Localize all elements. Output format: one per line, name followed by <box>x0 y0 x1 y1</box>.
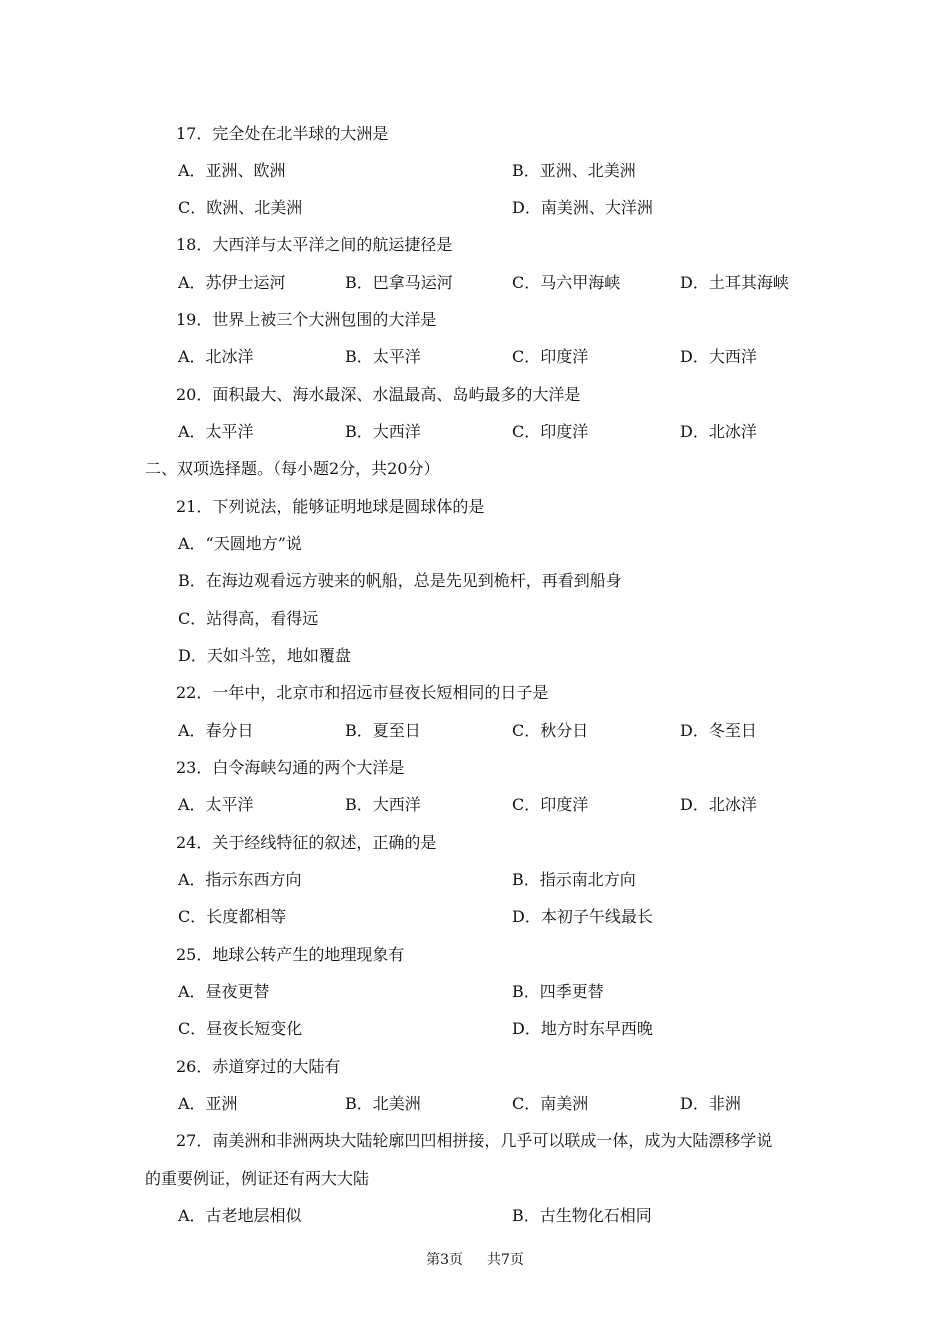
question-22-option-b: B．夏至日 <box>345 721 421 740</box>
question-26-option-a: A．亚洲 <box>178 1094 238 1113</box>
question-24-option-d: D．本初子午线最长 <box>512 907 653 926</box>
question-23-stem: 23．白令海峡勾通的两个大洋是 <box>176 758 405 777</box>
question-17-option-d: D．南美洲、大洋洲 <box>512 198 653 217</box>
question-23-option-c: C．印度洋 <box>512 795 589 814</box>
question-19-option-c: C．印度洋 <box>512 347 589 366</box>
question-17-option-b: B．亚洲、北美洲 <box>512 161 636 180</box>
question-24-stem: 24．关于经线特征的叙述，正确的是 <box>176 833 437 852</box>
page-total: 共7页 <box>487 1252 524 1268</box>
question-23-option-a: A．太平洋 <box>178 795 254 814</box>
question-20-option-a: A．太平洋 <box>178 422 254 441</box>
question-27-option-a: A．古老地层相似 <box>178 1206 302 1225</box>
page-number: 第3页 <box>426 1252 463 1268</box>
question-21-option-c: C．站得高，看得远 <box>178 609 319 628</box>
question-21-option-d: D．天如斗笠，地如覆盘 <box>178 646 351 665</box>
question-18-option-b: B．巴拿马运河 <box>345 273 453 292</box>
question-20-option-d: D．北冰洋 <box>680 422 757 441</box>
question-26-stem: 26．赤道穿过的大陆有 <box>176 1057 341 1076</box>
question-24-option-c: C．长度都相等 <box>178 907 287 926</box>
question-19-stem: 19．世界上被三个大洲包围的大洋是 <box>176 310 437 329</box>
question-26-option-d: D．非洲 <box>680 1094 741 1113</box>
question-21-option-b: B．在海边观看远方驶来的帆船，总是先见到桅杆，再看到船身 <box>178 571 622 590</box>
question-20-stem: 20．面积最大、海水最深、水温最高、岛屿最多的大洋是 <box>176 385 581 404</box>
question-17-option-c: C．欧洲、北美洲 <box>178 198 303 217</box>
page-footer <box>0 1249 950 1269</box>
question-22-option-c: C．秋分日 <box>512 721 589 740</box>
question-26-option-c: C．南美洲 <box>512 1094 589 1113</box>
question-20-option-c: C．印度洋 <box>512 422 589 441</box>
question-22-option-a: A．春分日 <box>178 721 254 740</box>
question-25-option-b: B．四季更替 <box>512 982 604 1001</box>
question-23-option-d: D．北冰洋 <box>680 795 757 814</box>
question-27-option-b: B．古生物化石相同 <box>512 1206 652 1225</box>
section-2-heading: 二、双项选择题。（每小题2分，共20分） <box>145 459 440 478</box>
question-18-stem: 18．大西洋与太平洋之间的航运捷径是 <box>176 235 453 254</box>
question-21-stem: 21．下列说法，能够证明地球是圆球体的是 <box>176 497 485 516</box>
question-18-option-c: C．马六甲海峡 <box>512 273 621 292</box>
question-25-option-a: A．昼夜更替 <box>178 982 270 1001</box>
question-18-option-d: D．土耳其海峡 <box>680 273 789 292</box>
question-19-option-a: A．北冰洋 <box>178 347 254 366</box>
question-22-stem: 22．一年中，北京市和招远市昼夜长短相同的日子是 <box>176 683 549 702</box>
question-19-option-b: B．太平洋 <box>345 347 421 366</box>
question-21-option-a: A．“天圆地方”说 <box>178 534 302 553</box>
question-24-option-b: B．指示南北方向 <box>512 870 636 889</box>
question-25-option-d: D．地方时东早西晚 <box>512 1019 653 1038</box>
question-25-option-c: C．昼夜长短变化 <box>178 1019 303 1038</box>
question-25-stem: 25．地球公转产生的地理现象有 <box>176 945 405 964</box>
question-20-option-b: B．大西洋 <box>345 422 421 441</box>
question-27-stem-line2: 的重要例证，例证还有两大大陆 <box>145 1169 370 1188</box>
question-17-stem: 17．完全处在北半球的大洲是 <box>176 124 389 143</box>
question-26-option-b: B．北美洲 <box>345 1094 421 1113</box>
question-19-option-d: D．大西洋 <box>680 347 757 366</box>
question-27-stem-line1: 27．南美洲和非洲两块大陆轮廓凹凹相拼接，几乎可以联成一体，成为大陆漂移学说 <box>176 1131 773 1150</box>
question-23-option-b: B．大西洋 <box>345 795 421 814</box>
question-22-option-d: D．冬至日 <box>680 721 757 740</box>
question-17-option-a: A．亚洲、欧洲 <box>178 161 286 180</box>
question-24-option-a: A．指示东西方向 <box>178 870 302 889</box>
question-18-option-a: A．苏伊士运河 <box>178 273 286 292</box>
